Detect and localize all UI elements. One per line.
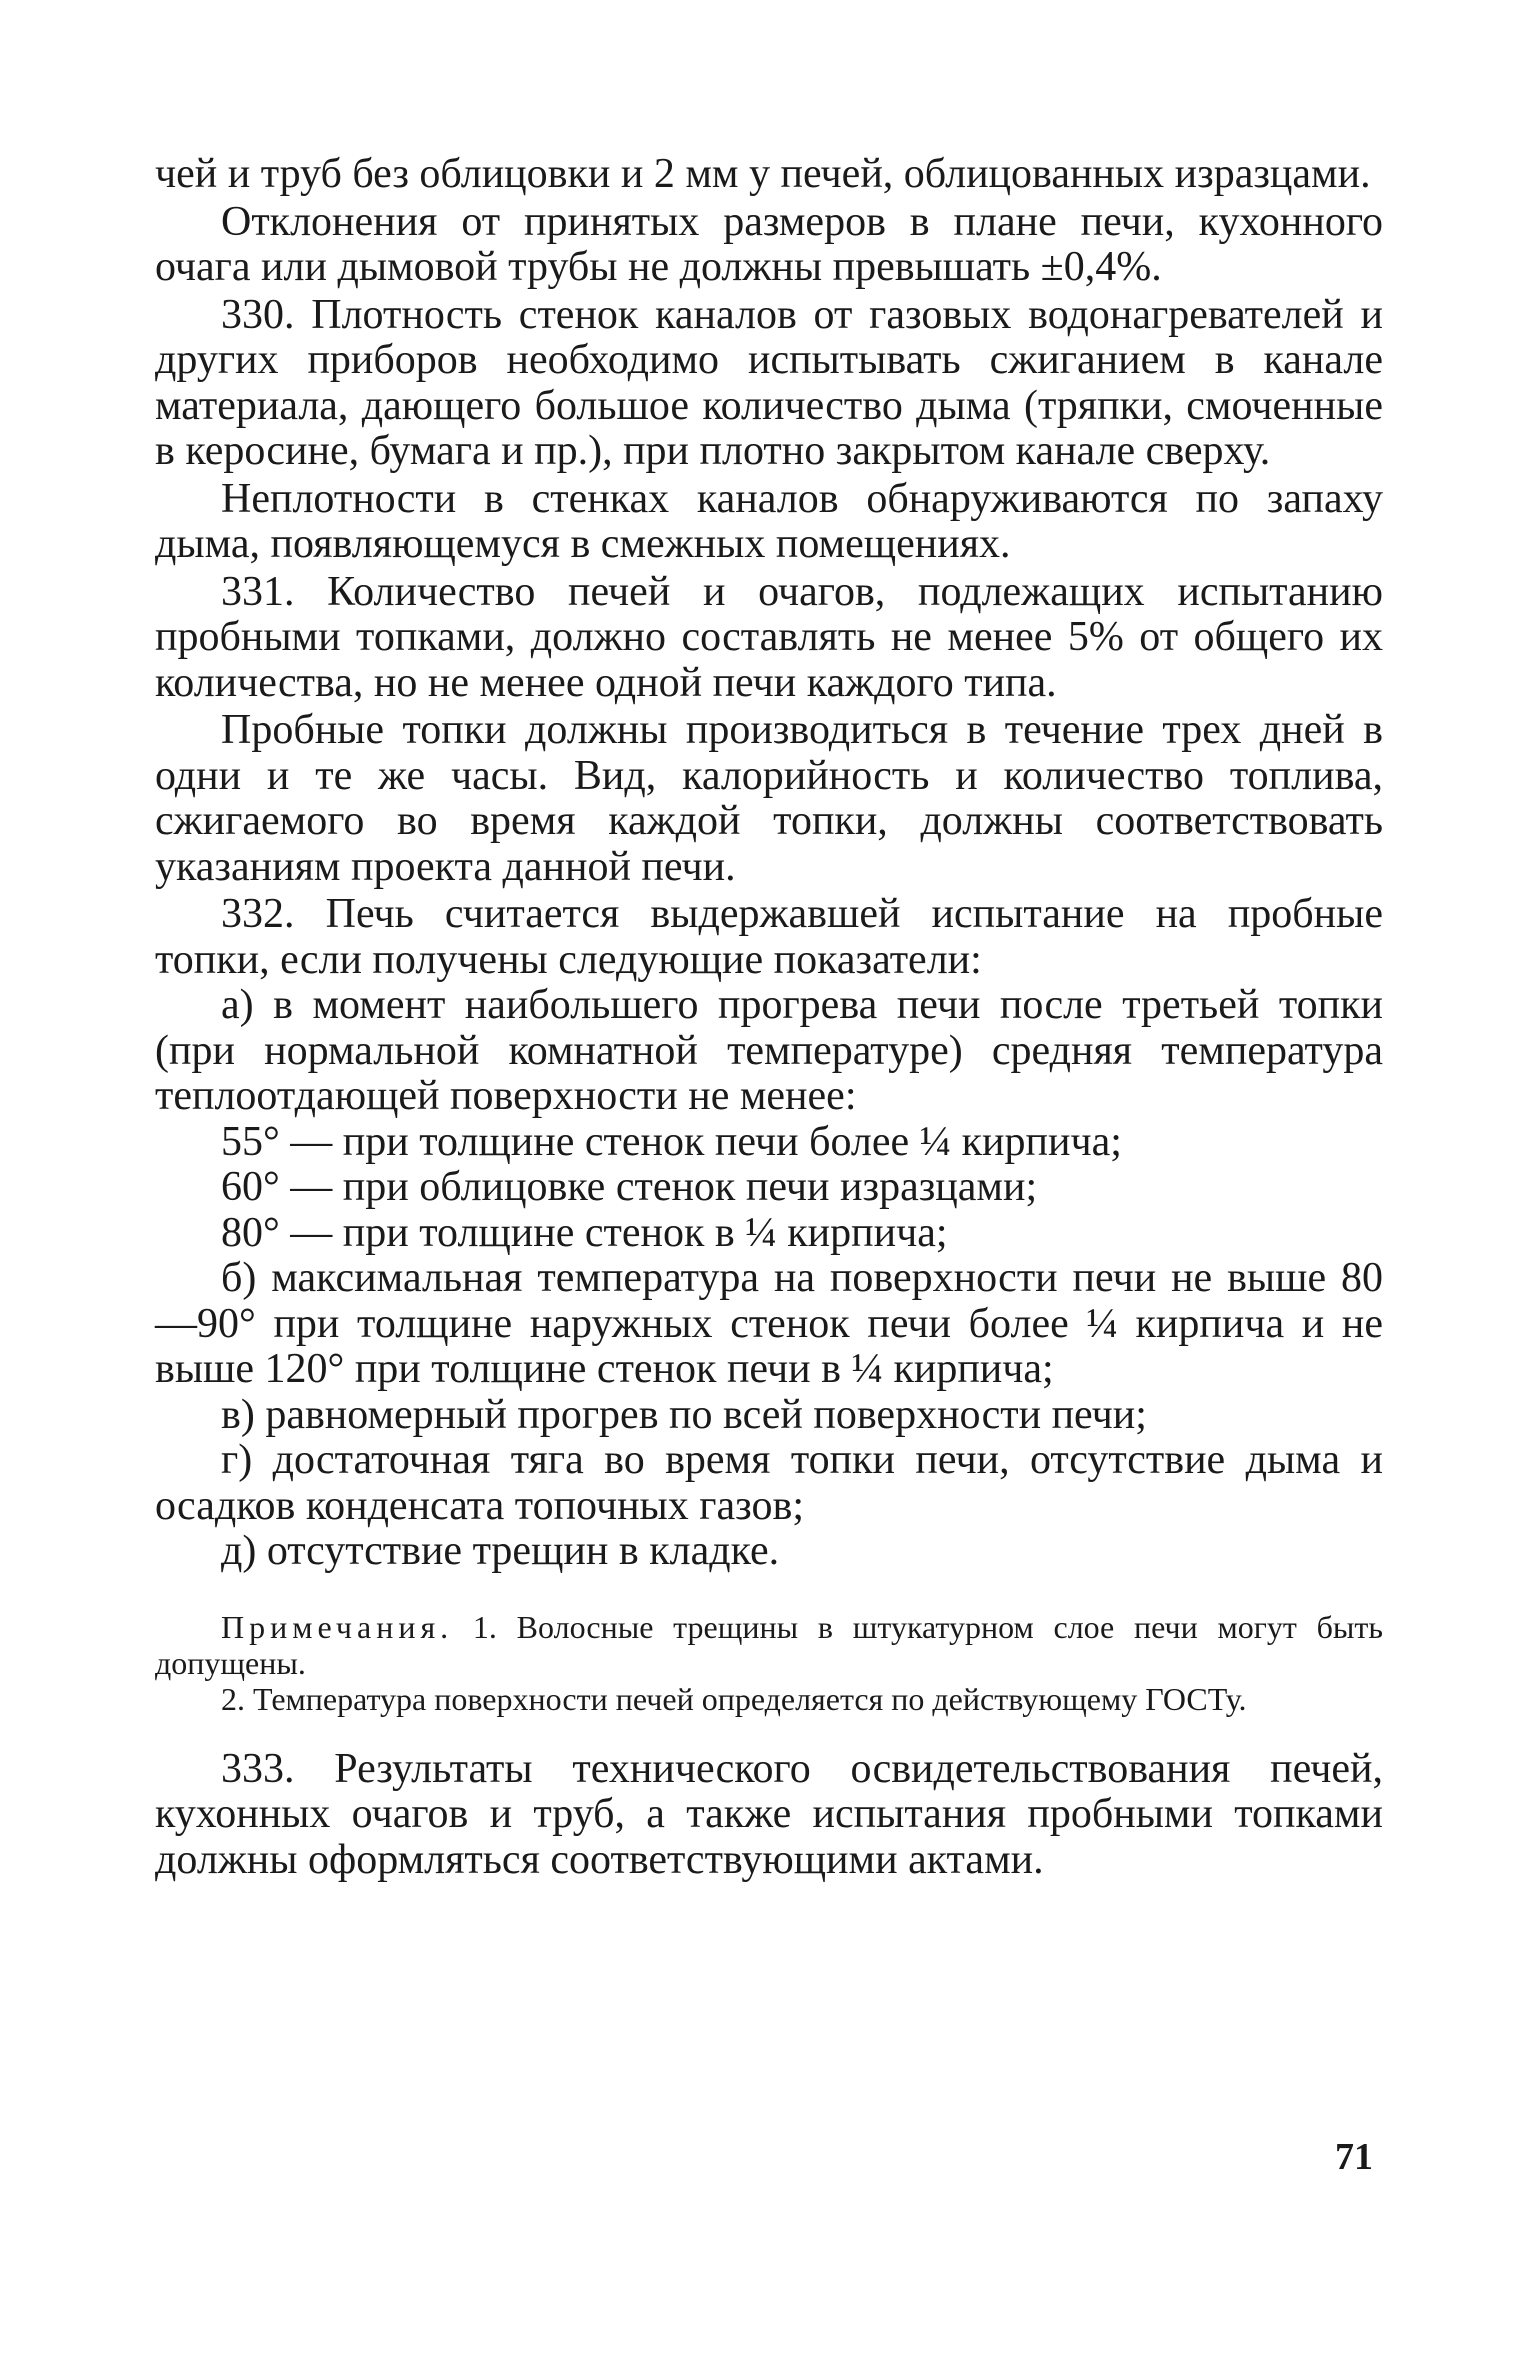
list-item-d: д) отсутствие трещин в кладке. (221, 1528, 780, 1574)
list-item-b: б) максимальная температура на поверхности печи не выше 80—90° при толщине наружных стенок печи более ¼ кирпича и не выше 120° при толщине стенок печи в ¼ кирпича; (155, 1255, 1383, 1392)
paragraph-330: 330. Плотность стенок каналов от газовых водонагревателей и других приборов необходимо испытывать сжиганием в канале материала, дающего большое количество дыма (тряпки, смоченные в керосине, бумага и пр.), при плотно закрытом канале сверху. (155, 291, 1383, 474)
note-2: 2. Температура поверхности печей определяется по действующему ГОСТу. (221, 1680, 1247, 1717)
paragraph-333: 333. Результаты технического освидетельствования печей, кухонных очагов и труб, а также испытания пробными топками должны оформляться соответствующими актами. (155, 1745, 1383, 1883)
notes-label: Примечания. (221, 1608, 454, 1645)
page-number: 71 (1335, 2136, 1373, 2178)
list-item-v: в) равномерный прогрев по всей поверхности печи; (221, 1391, 1147, 1438)
list-item-60: 60° — при облицовке стенок печи изразцами; (221, 1164, 1038, 1210)
note-1-text: 1. Волосные трещины в штукатурном слое печи могут быть допущены. (155, 1608, 1384, 1681)
list-item-55: 55° — при толщине стенок печи более ¼ кирпича; (221, 1118, 1122, 1165)
paragraph-332: 332. Печь считается выдержавшей испытание на пробные топки, если получены следующие показатели: (155, 891, 1383, 983)
paragraph-deviations: Отклонения от принятых размеров в плане печи, кухонного очага или дымовой трубы не должны превышать ±0,4%. (155, 198, 1383, 290)
paragraph-leaks: Неплотности в стенках каналов обнаруживаются по запаху дыма, появляющемуся в смежных помещениях. (155, 475, 1383, 567)
paragraph-continuation: чей и труб без облицовки и 2 мм у печей, облицованных изразцами. (155, 151, 1371, 197)
note-1 (155, 1609, 1383, 1681)
notes-block (155, 1609, 1383, 1717)
list-item-80: 80° — при толщине стенок в ¼ кирпича; (221, 1209, 948, 1256)
page-body (155, 152, 1383, 1883)
list-item-a: а) в момент наибольшего прогрева печи после третьей топки (при нормальной комнатной температуре) средняя температура теплоотдающей поверхности не менее: (155, 982, 1383, 1119)
list-item-g: г) достаточная тяга во время топки печи, отсутствие дыма и осадков конденсата топочных газов; (155, 1437, 1383, 1529)
paragraph-trial-fires: Пробные топки должны производиться в течение трех дней в одни и те же часы. Вид, калорийность и количество топлива, сжигаемого во время каждой топки, должны соответствовать указаниям проекта данной печи. (155, 707, 1383, 890)
paragraph-331: 331. Количество печей и очагов, подлежащих испытанию пробными топками, должно составлять не менее 5% от общего их количества, но не менее одной печи каждого типа. (155, 568, 1383, 706)
